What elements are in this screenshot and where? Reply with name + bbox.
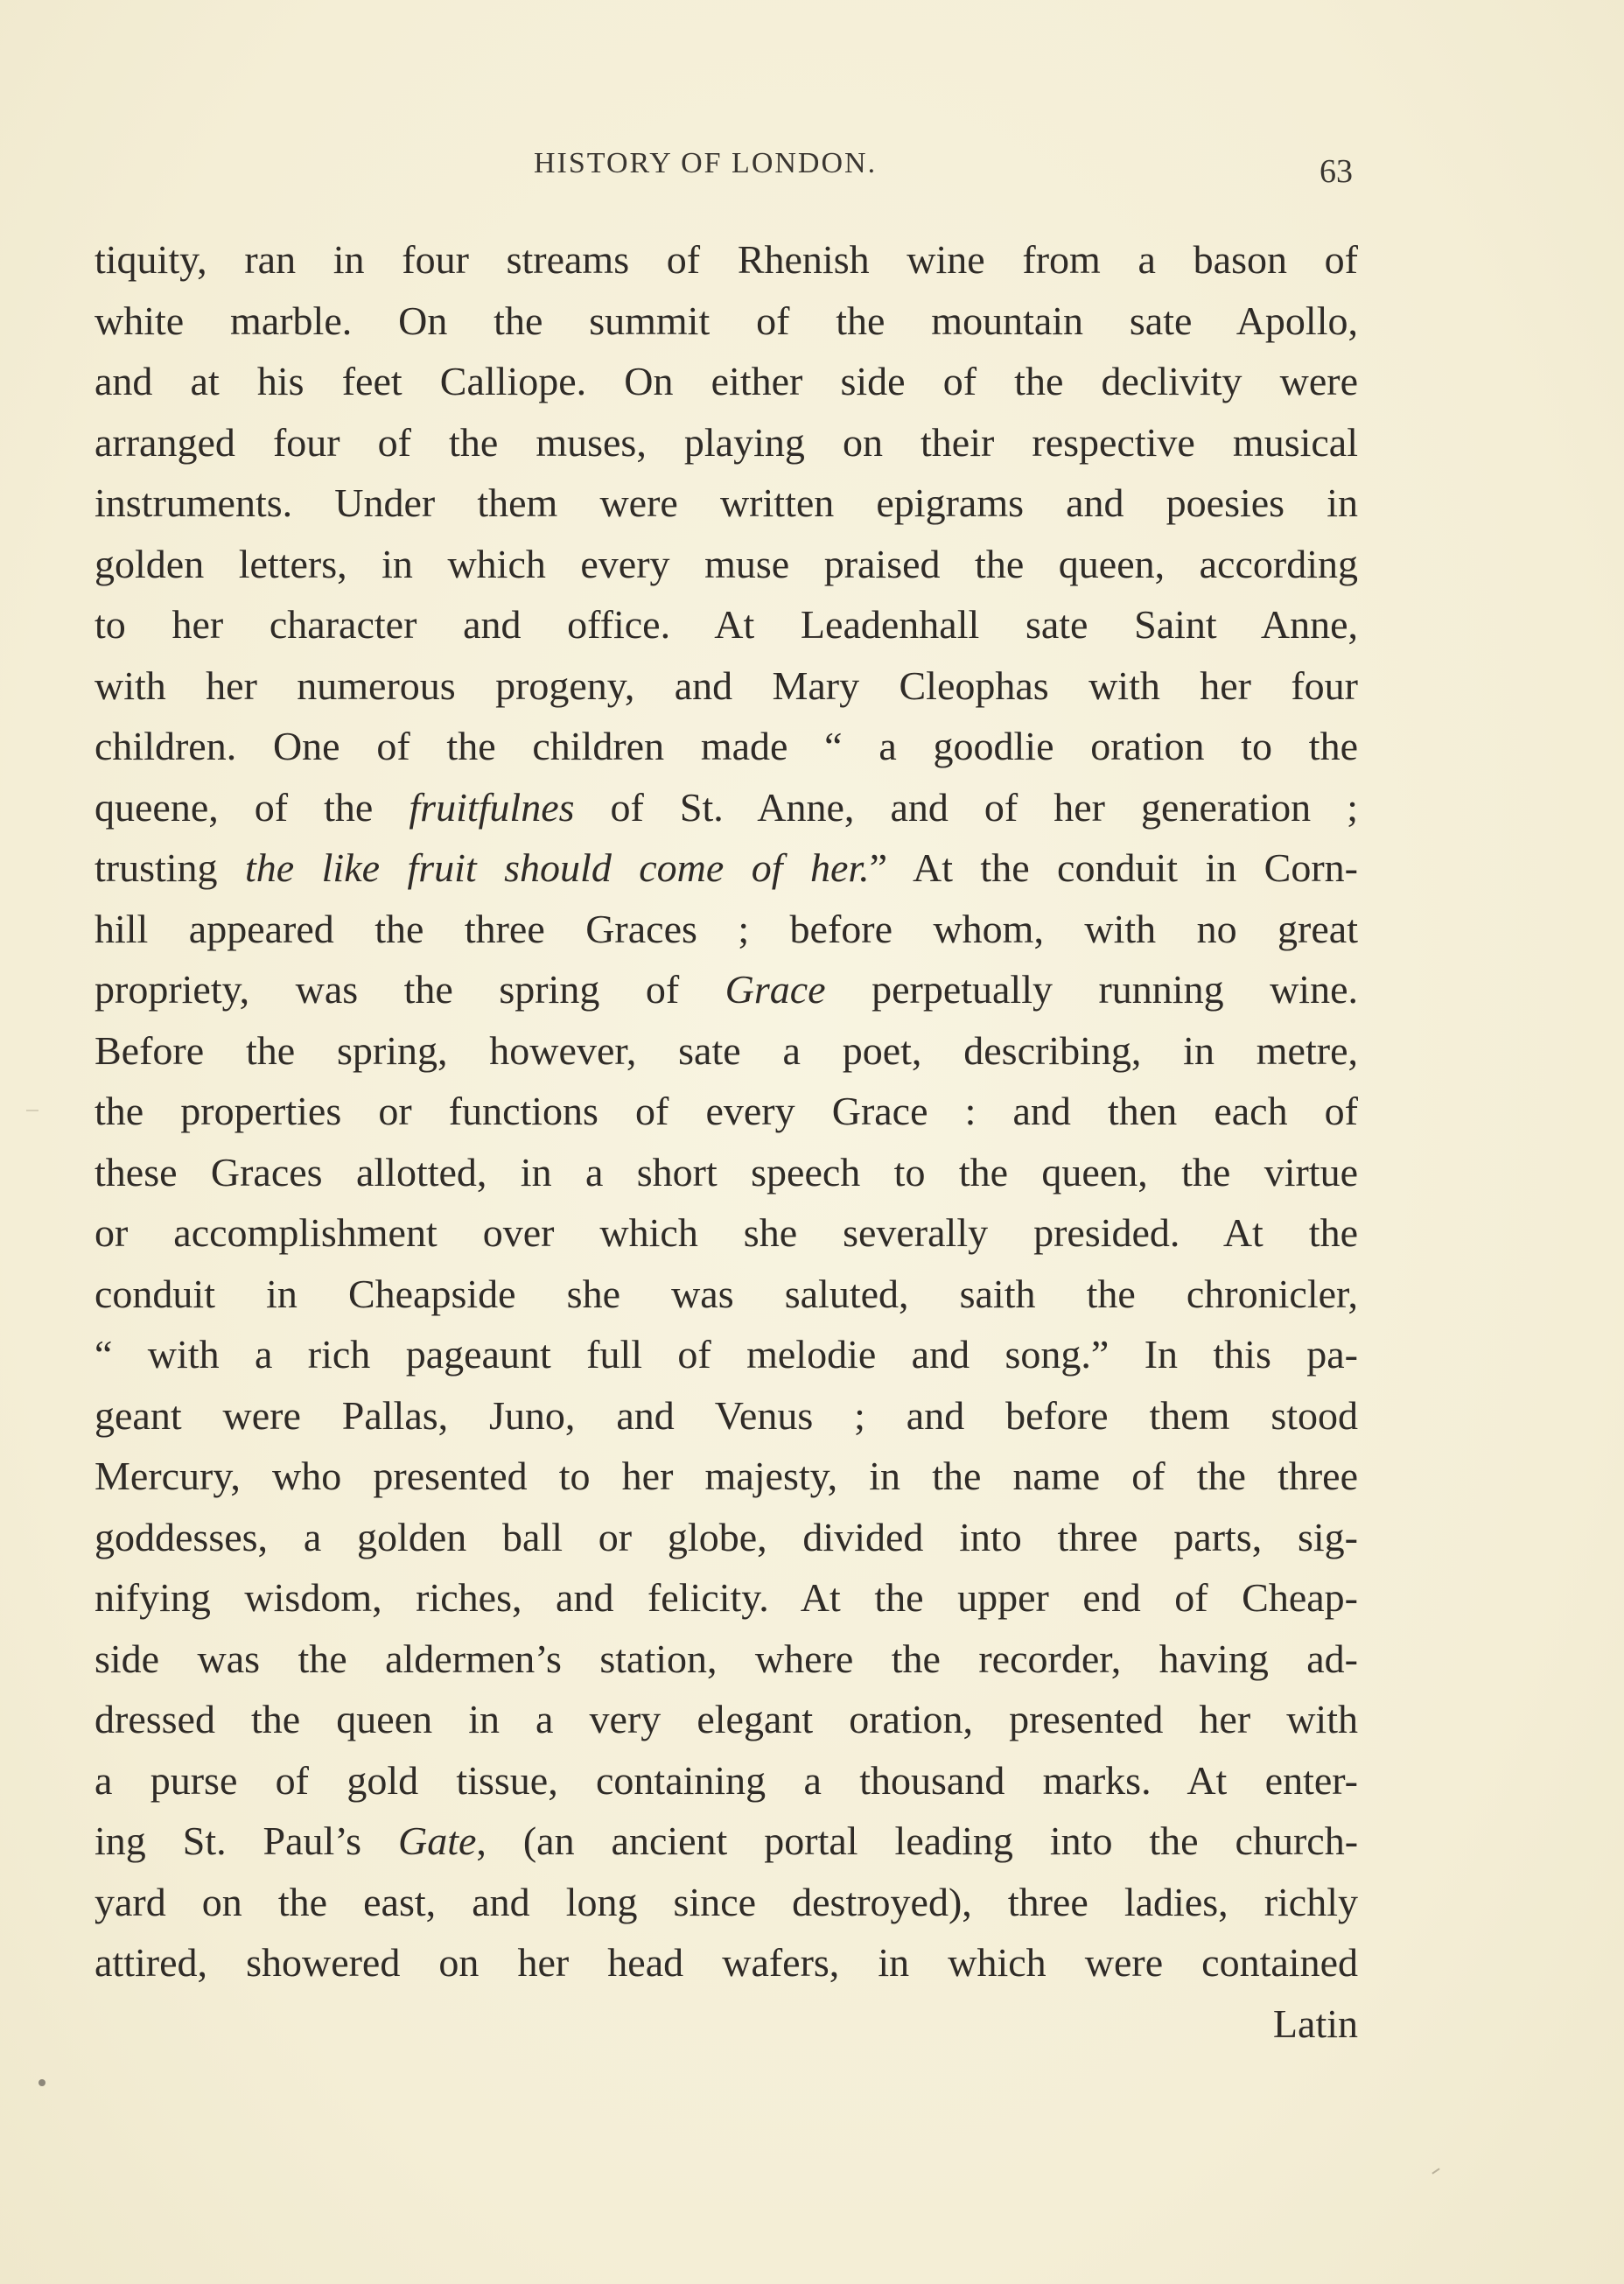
- body-text: [94, 229, 1358, 2054]
- text-line: geant were Pallas, Juno, and Venus ; and before them stood: [94, 1392, 1358, 1438]
- margin-mark: [26, 1110, 38, 1111]
- catchword: Latin: [1272, 2000, 1358, 2046]
- paper-fleck: [1432, 2168, 1439, 2174]
- page-number: 63: [1320, 153, 1353, 190]
- text-line: to her character and office. At Leadenhall sate Saint Anne,: [94, 602, 1358, 647]
- text-line: golden letters, in which every muse praised the queen, according: [94, 541, 1358, 586]
- text-line: propriety, was the spring of Grace perpetually running wine.: [94, 967, 1358, 1012]
- text-line: “ with a rich pageaunt full of melodie and song.” In this pa-: [94, 1332, 1358, 1377]
- text-line: these Graces allotted, in a short speech to the queen, the virtue: [94, 1149, 1358, 1195]
- text-line: side was the aldermen’s station, where the recorder, having ad-: [94, 1636, 1358, 1681]
- text-line: hill appeared the three Graces ; before whom, with no great: [94, 906, 1358, 951]
- text-line: trusting the like fruit should come of her.” At the conduit in Corn-: [94, 845, 1358, 890]
- text-line: arranged four of the muses, playing on their respective musical: [94, 419, 1358, 465]
- text-line: dressed the queen in a very elegant oration, presented her with: [94, 1697, 1358, 1741]
- text-line: attired, showered on her head wafers, in which were contained: [94, 1940, 1358, 1985]
- text-line: the properties or functions of every Grace : and then each of: [94, 1089, 1358, 1133]
- text-line: a purse of gold tissue, containing a thousand marks. At enter-: [94, 1757, 1358, 1803]
- text-line: children. One of the children made “ a goodlie oration to the: [94, 724, 1358, 768]
- text-line: Mercury, who presented to her majesty, in the name of the three: [94, 1454, 1358, 1498]
- text-line: and at his feet Calliope. On either side of the declivity were: [94, 359, 1358, 403]
- italic-text: Gate: [397, 1818, 477, 1863]
- text-line: conduit in Cheapside she was saluted, saith the chronicler,: [94, 1271, 1358, 1316]
- text-line: goddesses, a golden ball or globe, divided into three parts, sig-: [94, 1514, 1358, 1559]
- italic-text: fruitfulnes: [409, 784, 575, 830]
- text-line: queene, of the fruitfulnes of St. Anne, and of her generation ;: [94, 784, 1358, 830]
- text-line: white marble. On the summit of the mountain sate Apollo,: [94, 298, 1358, 343]
- italic-text: Grace: [724, 967, 826, 1012]
- text-line: ing St. Paul’s Gate, (an ancient portal leading into the church-: [94, 1818, 1359, 1863]
- text-line: instruments. Under them were written epigrams and poesies in: [94, 480, 1358, 525]
- running-head: [0, 147, 1624, 191]
- text-line: or accomplishment over which she severally presided. At the: [94, 1210, 1358, 1255]
- text-line: Before the spring, however, sate a poet, describing, in metre,: [94, 1027, 1358, 1073]
- running-head-title: HISTORY OF LONDON.: [534, 147, 878, 179]
- text-line: with her numerous progeny, and Mary Cleophas with her four: [94, 662, 1358, 708]
- text-line: yard on the east, and long since destroyed), three ladies, richly: [94, 1879, 1358, 1924]
- text-line: tiquity, ran in four streams of Rhenish wine from a bason of: [94, 237, 1358, 282]
- italic-text: the like fruit should come of her.: [245, 845, 870, 890]
- text-line: nifying wisdom, riches, and felicity. At the upper end of Cheap-: [94, 1575, 1358, 1620]
- ink-dot: [38, 2079, 46, 2086]
